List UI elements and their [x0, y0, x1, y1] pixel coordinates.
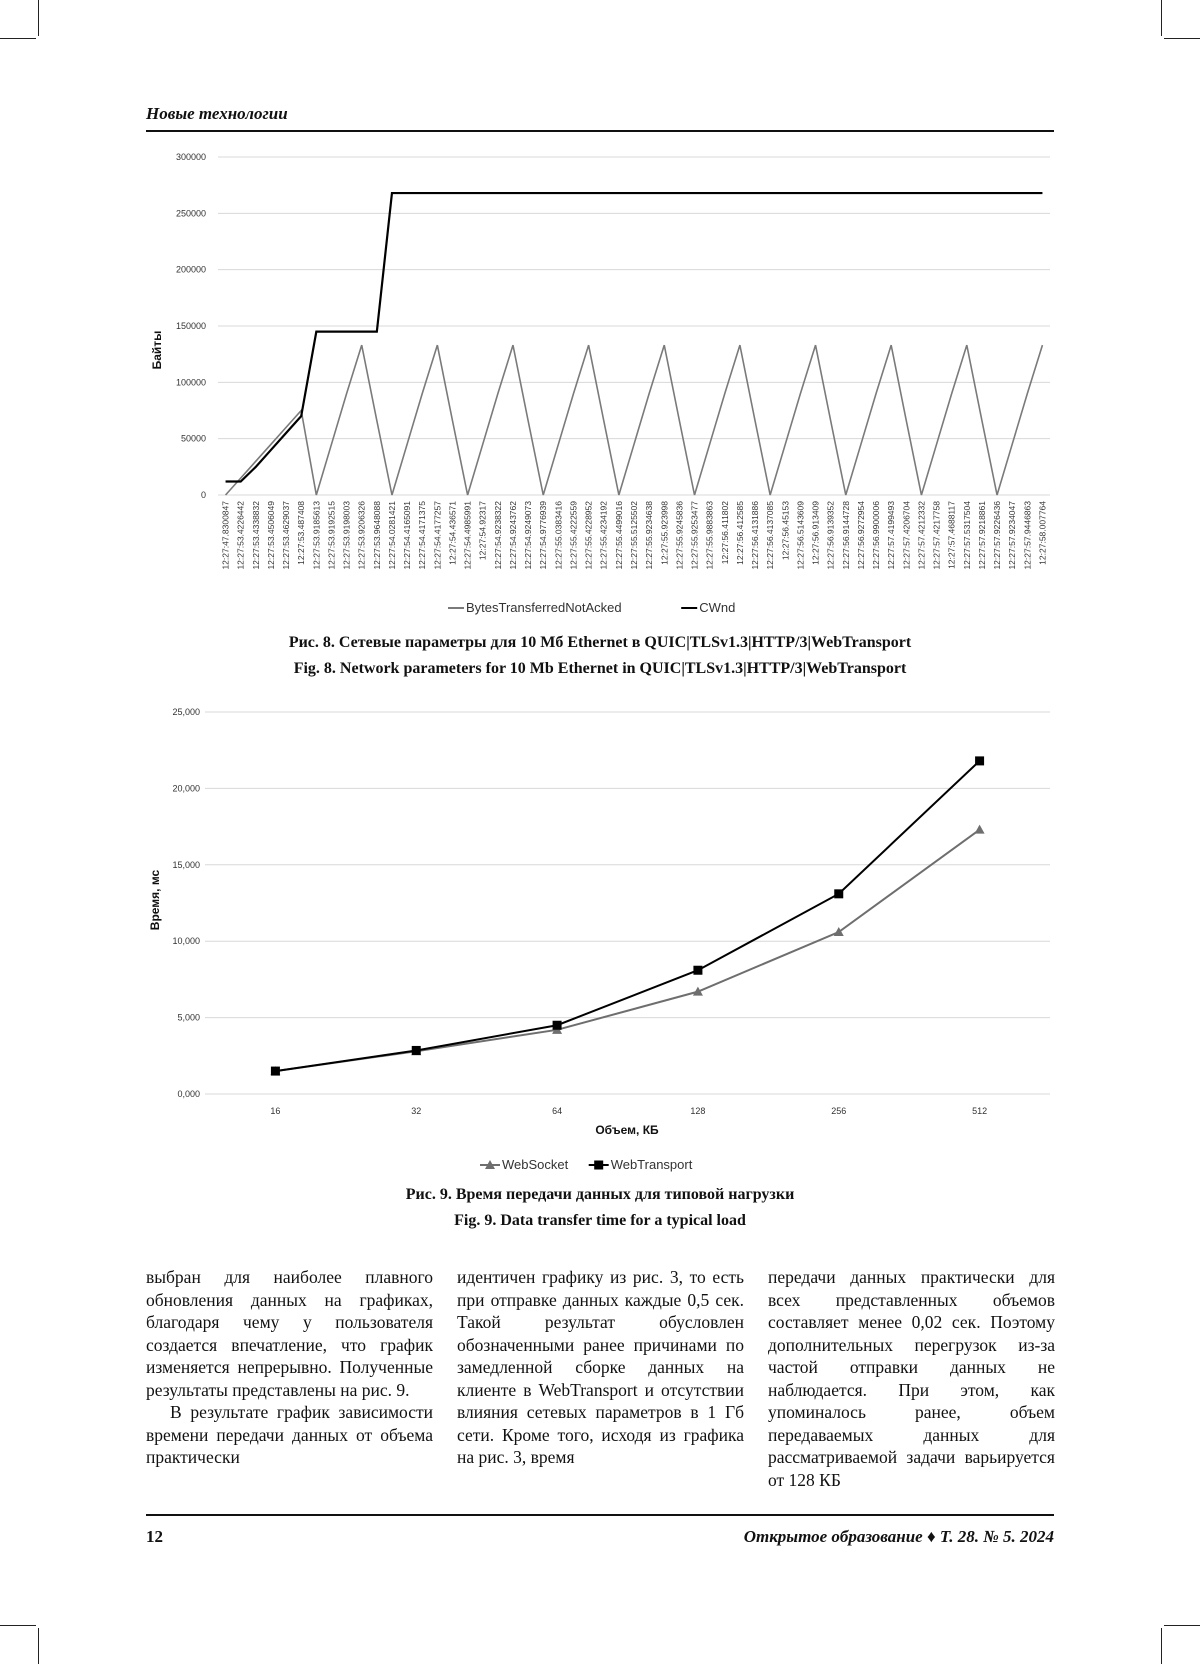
chart1-y-ticks [176, 152, 206, 500]
crop-mark [38, 1628, 39, 1664]
x-tick-label: 12:27:54.4171375 [417, 501, 428, 570]
x-tick-label: 12:27:55.4499016 [613, 501, 624, 570]
x-tick-label: 12:27:54.4177257 [432, 501, 443, 570]
y-tick-label: 250000 [175, 208, 206, 219]
x-tick-label: 12:27:57.4199493 [886, 501, 897, 570]
x-tick-label: 12:27:53.9185613 [311, 501, 322, 570]
y-tick-label: 100000 [175, 377, 206, 388]
chart2-legend [480, 1157, 693, 1172]
y-tick-label: 0,000 [177, 1089, 200, 1099]
series-line-WebTransport [275, 761, 979, 1071]
data-point-square [975, 756, 984, 765]
x-tick-label: 12:27:54.92317 [477, 501, 488, 561]
data-point-square [834, 889, 843, 898]
crop-mark [1161, 0, 1162, 36]
chart2-y-ticks [172, 707, 200, 1099]
crop-mark [1164, 1625, 1200, 1626]
x-tick-label: 12:27:57.9226436 [992, 501, 1003, 570]
data-point-square [553, 1021, 562, 1030]
y-tick-label: 200000 [175, 264, 206, 275]
section-title: Новые технологии [146, 104, 288, 123]
x-tick-label: 32 [411, 1106, 422, 1116]
crop-mark [0, 1625, 36, 1626]
chart1-legend [448, 600, 735, 615]
text-column-3 [768, 1266, 1055, 1491]
x-tick-label: 12:27:53.9206326 [356, 501, 367, 570]
legend-label: BytesTransferredNotAcked [466, 600, 622, 615]
x-tick-label: 12:27:55.0383416 [553, 501, 564, 570]
chart2-x-axis-title: Объем, КБ [595, 1123, 659, 1137]
paragraph: В результате график зависимости времени передачи данных от объема практически [146, 1402, 433, 1467]
data-point-square [693, 966, 702, 975]
y-tick-label: 150000 [175, 321, 206, 331]
x-tick-label: 12:27:55.9245836 [674, 501, 685, 570]
chart2-gridlines [205, 712, 1050, 1094]
x-tick-label: 16 [270, 1106, 281, 1116]
x-tick-label: 12:27:53.4629037 [281, 501, 292, 570]
paragraph: идентичен графику из рис. 3, то есть при отправке данных каждые 0,5 сек. Такой результат обусловлен обозначенными ранее причинами по замедленной сборке данных на клиенте в WebTransport и отсутствии влияния сетевых параметров в 1 Гб сети. Кроме того, исходя из графика на рис. 3, время [457, 1267, 744, 1467]
x-tick-label: 12:27:53.4226442 [235, 501, 246, 570]
y-tick-label: 5,000 [177, 1012, 200, 1023]
x-tick-label: 256 [831, 1106, 847, 1116]
x-tick-label: 12:27:53.9192515 [326, 501, 337, 570]
figure-8-caption-en: Fig. 8. Network parameters for 10 Mb Ethernet in QUIC|TLSv1.3|HTTP/3|WebTransport [293, 660, 907, 677]
x-tick-label: 12:27:54.9238322 [492, 501, 503, 570]
x-tick-label: 12:27:54.0281421 [386, 501, 397, 570]
x-tick-label: 12:27:54.9776939 [538, 501, 549, 570]
paragraph: выбран для наиболее плавного обновления данных на графиках, благодаря чему у пользователя создается впечатление, что график изменяется непрерывно. Полученные результаты представлены на рис. 9. [146, 1267, 433, 1400]
x-tick-label: 12:27:55.9883863 [704, 501, 715, 570]
y-tick-label: 50000 [180, 433, 206, 444]
x-tick-label: 12:27:57.4217758 [931, 501, 942, 570]
x-tick-label: 12:27:56.9900006 [871, 501, 882, 570]
crop-mark [0, 38, 36, 39]
y-tick-label: 0 [200, 490, 206, 500]
x-tick-label: 12:27:55.9234638 [644, 501, 655, 570]
x-tick-label: 12:27:56.4131886 [750, 501, 761, 570]
x-tick-label: 12:27:57.4206704 [901, 501, 912, 570]
x-tick-label: 12:27:57.9218861 [976, 501, 987, 570]
data-point-triangle [975, 825, 985, 834]
y-tick-label: 10,000 [172, 936, 200, 947]
x-tick-label: 12:27:56.4137085 [765, 501, 776, 570]
text-column-2 [457, 1266, 744, 1469]
chart2-y-axis-title: Время, мс [148, 869, 162, 931]
x-tick-label: 64 [552, 1106, 563, 1116]
series-line-BytesTransferredNotAcked [226, 345, 1043, 495]
series-line-WebSocket [275, 830, 979, 1071]
data-point-square [271, 1067, 280, 1076]
x-tick-label: 512 [972, 1106, 988, 1116]
chart1-x-ticks [221, 501, 1048, 570]
figure-9-chart [0, 700, 1200, 1190]
x-tick-label: 12:27:55.4228952 [583, 501, 594, 570]
y-tick-label: 20,000 [172, 783, 200, 794]
x-tick-label: 12:27:54.436571 [447, 501, 458, 565]
paragraph: передачи данных практически для всех представленных объемов составляет менее 0,02 сек. Поэтому дополнительных перегрузок из-за частой отправки данных не наблюдается. При этом, как упоминалось ранее, объем передаваемых данных для рассматриваемой задачи варьируется от 128 КБ [768, 1267, 1055, 1490]
data-point-square [594, 1161, 603, 1170]
x-tick-label: 12:27:56.9144728 [840, 501, 851, 570]
x-tick-label: 12:27:56.913409 [810, 501, 821, 565]
legend-label: CWnd [699, 600, 736, 615]
x-tick-label: 12:27:56.412585 [734, 501, 745, 565]
figure-9-caption-ru: Рис. 9. Время передачи данных для типовой нагрузки [405, 1186, 795, 1203]
x-tick-label: 12:27:56.5143609 [795, 501, 806, 570]
y-tick-label: 300000 [175, 152, 206, 162]
y-tick-label: 15,000 [172, 859, 200, 870]
chart2-series [270, 756, 984, 1075]
x-tick-label: 12:27:55.923998 [659, 501, 670, 565]
x-tick-label: 12:27:54.4165091 [402, 501, 413, 570]
y-tick-label: 25,000 [172, 707, 200, 717]
x-tick-label: 12:27:55.5125502 [629, 501, 639, 570]
footer-rule [146, 1514, 1054, 1516]
x-tick-label: 12:27:55.4222559 [568, 501, 579, 570]
journal-info: Открытое образование ♦ Т. 28. № 5. 2024 [743, 1527, 1054, 1546]
header-rule [146, 130, 1054, 132]
x-tick-label: 12:27:57.5317504 [961, 501, 972, 570]
text-column-1 [146, 1266, 433, 1469]
legend-label: WebSocket [502, 1157, 569, 1172]
x-tick-label: 12:27:56.45153 [780, 501, 791, 561]
crop-mark [1164, 38, 1200, 39]
x-tick-label: 12:27:56.9272954 [855, 501, 866, 570]
x-tick-label: 12:27:54.9249073 [523, 501, 534, 570]
crop-mark [1161, 1628, 1162, 1664]
x-tick-label: 12:27:57.9234047 [1007, 501, 1018, 570]
x-tick-label: 12:27:56.9139352 [825, 501, 836, 570]
x-tick-label: 12:27:53.4506049 [265, 501, 276, 570]
x-tick-label: 12:27:55.4234192 [598, 501, 609, 570]
x-tick-label: 12:27:56.411802 [719, 501, 730, 565]
x-tick-label: 128 [690, 1106, 706, 1116]
x-tick-label: 12:27:55.9253477 [689, 501, 700, 570]
x-tick-label: 12:27:58.007764 [1037, 501, 1048, 565]
x-tick-label: 12:27:54.9243762 [507, 501, 518, 570]
page-number: 12 [146, 1527, 163, 1546]
chart2-x-ticks [270, 1106, 987, 1116]
x-tick-label: 12:27:47.8300847 [220, 501, 231, 570]
figure-8-chart [0, 140, 1200, 640]
crop-mark [38, 0, 39, 36]
x-tick-label: 12:27:53.487408 [296, 501, 307, 565]
x-tick-label: 12:27:57.9446863 [1022, 501, 1033, 570]
x-tick-label: 12:27:53.9648088 [371, 501, 382, 570]
figure-9-caption-en: Fig. 9. Data transfer time for a typical load [454, 1212, 746, 1229]
x-tick-label: 12:27:57.4688117 [946, 501, 957, 569]
chart1-series [226, 193, 1043, 495]
figure-8-caption-ru: Рис. 8. Сетевые параметры для 10 Мб Ethernet в QUIC|TLSv1.3|HTTP/3|WebTransport [288, 634, 912, 651]
x-tick-label: 12:27:53.9198003 [341, 501, 352, 570]
x-tick-label: 12:27:53.4338832 [250, 501, 261, 570]
data-point-square [412, 1046, 421, 1055]
x-tick-label: 12:27:57.4212332 [916, 501, 927, 570]
legend-label: WebTransport [610, 1157, 693, 1172]
chart1-y-axis-title: Байты [150, 330, 164, 370]
x-tick-label: 12:27:54.4985991 [462, 501, 473, 570]
